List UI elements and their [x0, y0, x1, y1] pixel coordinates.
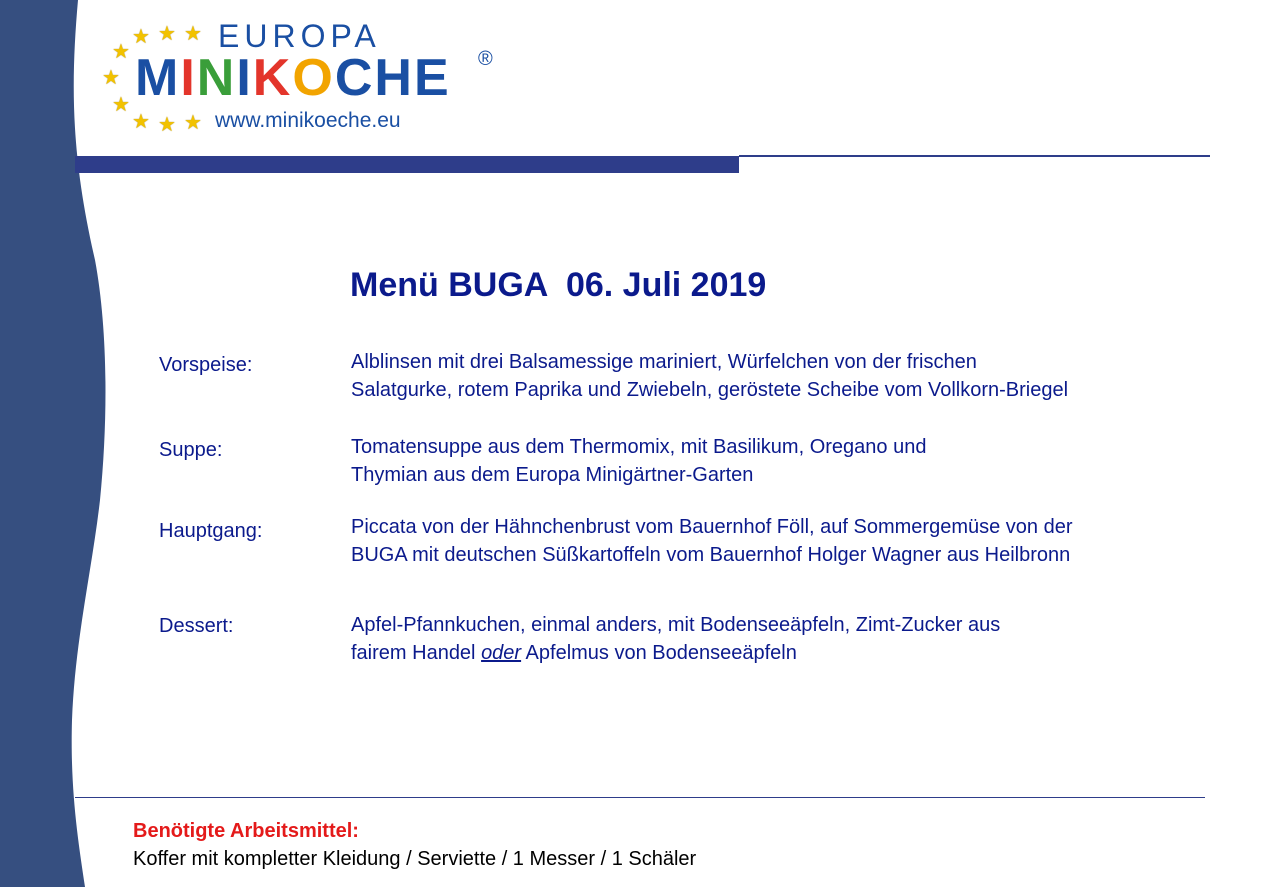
logo-letter: E — [413, 49, 451, 107]
course-line: Tomatensuppe aus dem Thermomix, mit Basilikum, Oregano und — [351, 436, 927, 458]
course-description — [351, 611, 1000, 667]
logo-letter: I — [180, 49, 197, 107]
course-line-part: fairem Handel — [351, 642, 482, 664]
tools-title: Benötigte Arbeitsmittel: — [133, 820, 359, 842]
tools-text: Koffer mit kompletter Kleidung / Serviette / 1 Messer / 1 Schäler — [133, 848, 697, 870]
course-line-part: Apfelmus von Bodenseeäpfeln — [521, 642, 797, 664]
star-icon: ★ — [102, 67, 120, 89]
course-label: Hauptgang: — [159, 520, 263, 542]
course-description — [351, 348, 1068, 404]
emphasis-oder: oder — [481, 642, 522, 664]
course-line: BUGA mit deutschen Süßkartoffeln vom Bauernhof Holger Wagner aus Heilbronn — [351, 544, 1071, 566]
logo-letter: N — [196, 49, 237, 107]
logo-letter: I — [236, 49, 253, 107]
course-label: Vorspeise: — [159, 354, 253, 376]
logo-letter: K — [252, 49, 293, 107]
star-icon: ★ — [132, 111, 150, 133]
logo-europa-text: EUROPA — [218, 18, 381, 54]
star-icon: ★ — [158, 23, 176, 45]
course-line: Alblinsen mit drei Balsamessige mariniert, Würfelchen von der frischen — [351, 351, 977, 373]
menu-title: Menü BUGA 06. Juli 2019 — [350, 266, 767, 304]
logo-letter: M — [135, 49, 181, 107]
star-icon: ★ — [158, 114, 176, 136]
course-line — [351, 639, 1000, 667]
course-line: Thymian aus dem Europa Minigärtner-Garten — [351, 464, 754, 486]
course-line: Piccata von der Hähnchenbrust vom Bauernhof Föll, auf Sommergemüse von der — [351, 516, 1073, 538]
side-band-decoration — [0, 0, 110, 887]
course-description — [351, 513, 1072, 569]
star-icon: ★ — [132, 26, 150, 48]
star-icon: ★ — [112, 41, 130, 63]
course-label: Suppe: — [159, 439, 223, 461]
star-icon: ★ — [184, 23, 202, 45]
header-bar — [75, 156, 739, 173]
logo-letter: H — [374, 49, 414, 107]
logo-minikoche-text — [135, 48, 451, 108]
logo-url: www.minikoeche.eu — [215, 109, 401, 132]
course-line: Apfel-Pfannkuchen, einmal anders, mit Bodenseeäpfeln, Zimt-Zucker aus — [351, 614, 1001, 636]
logo-letter: O — [292, 49, 335, 107]
star-icon: ★ — [112, 94, 130, 116]
registered-mark: ® — [478, 48, 493, 70]
course-label: Dessert: — [159, 615, 234, 637]
course-line: Salatgurke, rotem Paprika und Zwiebeln, geröstete Scheibe vom Vollkorn-Briegel — [351, 379, 1069, 401]
header-line — [739, 155, 1210, 157]
logo-letter: C — [334, 49, 375, 107]
course-description — [351, 433, 926, 489]
star-icon: ★ — [184, 112, 202, 134]
footer-line — [75, 797, 1205, 798]
